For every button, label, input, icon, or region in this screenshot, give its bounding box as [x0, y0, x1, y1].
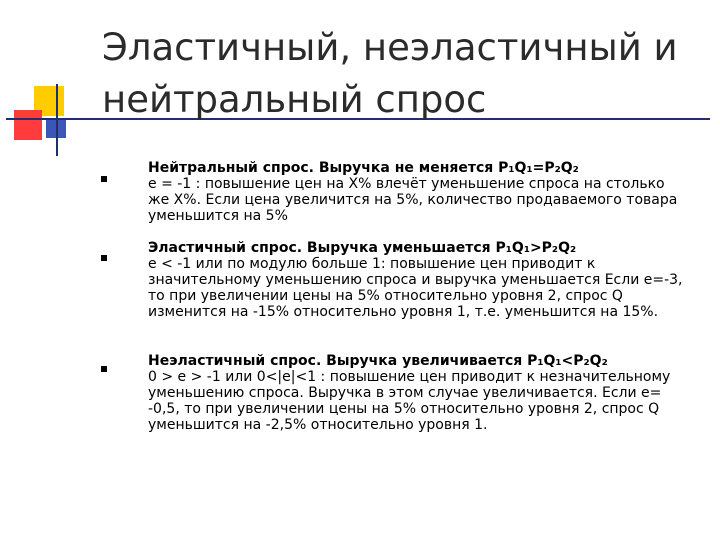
- bullet-text: [148, 240, 688, 320]
- bullet-square-icon: [101, 366, 107, 372]
- bullet-heading: Эластичный спрос. Выручка уменьшается P₁Q₁>P₂Q₂: [148, 240, 577, 256]
- decor-red-square: [14, 110, 42, 140]
- slide-title: Эластичный, неэластичный и нейтральный спрос: [102, 26, 678, 121]
- bullet-heading: Нейтральный спрос. Выручка не меняется P₁Q₁=P₂Q₂: [148, 160, 579, 176]
- bullet-body: e = -1 : повышение цен на Х% влечёт уменьшение спроса на столько же Х%. Если цена увеличится на 5%, количество продаваемого товара уменьшится на 5%: [148, 176, 678, 224]
- bullet-body: e < -1 или по модулю больше 1: повышение цен приводит к значительному уменьшению спроса и выручка уменьшается Если e=-3, то при увеличении цены на 5% относительно уровня 2, спрос Q изменится на -15% относительно уровня 1, т.е. уменьшится на 15%.: [148, 256, 683, 320]
- bullet-square-icon: [101, 255, 107, 261]
- bullet-text: [148, 160, 688, 224]
- bullet-text: [148, 353, 688, 433]
- bullet-body: 0 > e > -1 или 0<|e|<1 : повышение цен приводит к незначительному уменьшению спроса. Выручка в этом случае увеличивается. Если e= -0,5, то при увеличении цены на 5% относительно уровня 2, спрос Q уменьшится на -2,5% относительно уровня 1.: [148, 369, 671, 433]
- decor-vertical-line: [56, 84, 58, 156]
- bullet-square-icon: [101, 176, 107, 182]
- bullet-heading: Неэластичный спрос. Выручка увеличивается P₁Q₁<P₂Q₂: [148, 353, 608, 369]
